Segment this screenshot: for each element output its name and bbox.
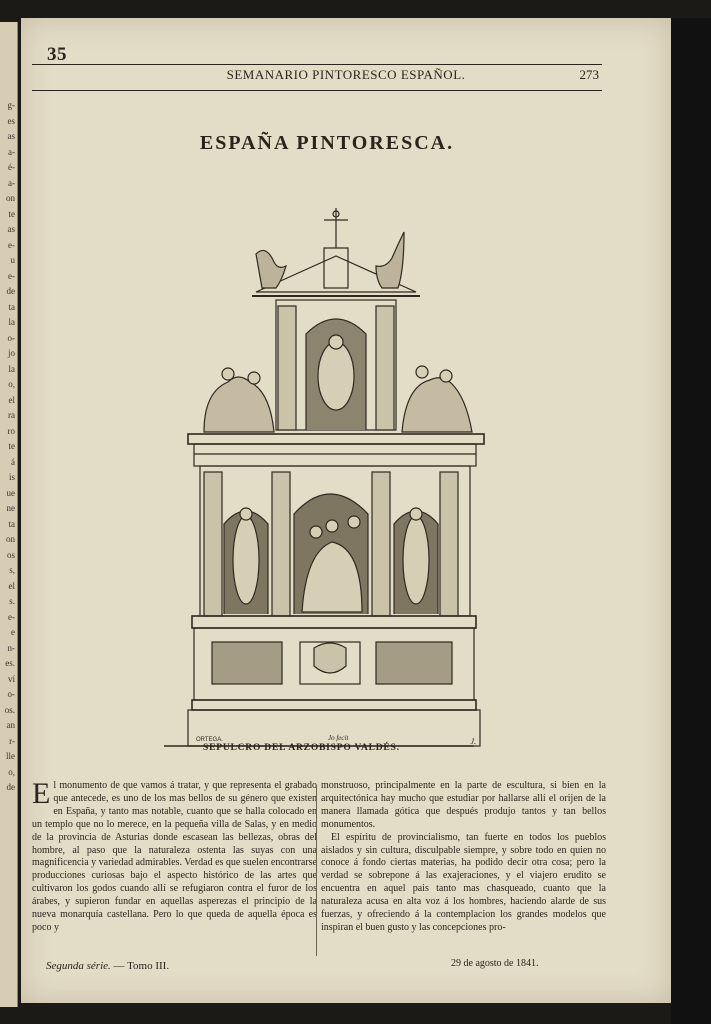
- engraver-signature: ORTEGA.: [196, 737, 223, 743]
- column-divider: [316, 786, 317, 956]
- previous-page-fragment: te: [8, 208, 15, 219]
- page: [21, 18, 671, 1003]
- previous-page-fragment: á: [11, 456, 15, 467]
- sepulchre-engraving: [164, 196, 474, 748]
- page-number: 273: [579, 67, 599, 82]
- previous-page-fragment: os.: [4, 704, 15, 715]
- previous-page-fragment: la: [8, 363, 15, 374]
- article-column-left: [32, 777, 317, 935]
- previous-page-fragment: ví: [7, 673, 15, 684]
- book-shadow: [671, 18, 711, 1024]
- engraver-mark-center: Jo fecit: [328, 734, 349, 742]
- previous-page-fragment: g-: [7, 100, 15, 110]
- previous-page-fragment: on: [6, 534, 15, 544]
- previous-page-fragment: de: [6, 286, 15, 296]
- previous-page-edge: [0, 22, 18, 1007]
- footer-series: [46, 960, 169, 972]
- previous-page-fragment: an: [6, 720, 15, 730]
- previous-page-fragment: on: [6, 193, 15, 203]
- previous-page-fragment: el: [8, 580, 15, 591]
- header-rule-bottom: [32, 90, 602, 91]
- previous-page-fragment: el: [8, 394, 15, 405]
- article-right-p2: El espíritu de provincialismo, tan fuerte en todos los pueblos aislados y sin cultura, disculpable siempre, y sobre todo en quien no conoce á fondo ciertas materias, ha podido decir otra cosa; pero la verdad se sobrepone á las exajeraciones, y el viajero erudito se encuentra en aquel pais tanto mas chasqueado, cuanto que la naturaleza acusa en alta voz á los hombres, haciendo alarde de sus fuerzas, y ofreciendo á la contemplacion los grandes modelos que inspiran el buen gusto y las concepciones pro-: [321, 831, 606, 933]
- previous-page-fragment: ra: [8, 410, 15, 420]
- previous-page-fragment: e-: [8, 611, 15, 622]
- previous-page-fragment: o,: [8, 766, 15, 777]
- previous-page-fragment: as: [7, 224, 15, 234]
- article-column-right: [321, 780, 606, 935]
- section-title: ESPAÑA PINTORESCA.: [199, 132, 455, 154]
- engraver-mark-right: J.: [470, 737, 476, 746]
- previous-page-fragment: n-: [7, 642, 15, 653]
- previous-page-fragment: o-: [7, 689, 15, 699]
- previous-page-fragment: ne: [6, 503, 15, 513]
- header-rule-top: [32, 64, 602, 65]
- illustration-caption: SEPULCRO DEL ARZOBISPO VALDÉS.: [203, 743, 400, 753]
- previous-page-fragment: e-: [8, 239, 15, 250]
- volume-label: — Tomo III.: [113, 960, 170, 972]
- previous-page-fragment: lle: [6, 751, 15, 761]
- previous-page-fragment: te: [8, 441, 15, 451]
- previous-page-fragment: a-: [8, 177, 15, 188]
- previous-page-fragment: r-: [9, 735, 15, 746]
- previous-page-fragment: ta: [8, 301, 15, 312]
- previous-page-fragment: is: [8, 472, 15, 482]
- previous-page-fragment: la: [8, 317, 15, 327]
- previous-page-fragment: ue: [6, 487, 15, 498]
- previous-page-fragment: s,: [9, 565, 15, 575]
- previous-page-fragment: o-: [7, 332, 15, 343]
- previous-page-fragment: ro: [7, 425, 15, 436]
- previous-page-fragment: es: [7, 115, 15, 126]
- journal-title: SEMANARIO PINTORESCO ESPAÑOL.: [226, 67, 466, 82]
- previous-page-fragment: as: [7, 131, 15, 141]
- previous-page-fragment: es.: [5, 658, 15, 668]
- previous-page-fragment: e: [11, 627, 15, 637]
- previous-page-fragment: o,: [8, 379, 15, 389]
- article-right-p1: monstruoso, principalmente en la parte de escultura, si bien en la arquitectónica hay mucho que estudiar por hallarse allí el orijen de la manera llamada gótica que después produjo tantos y tan bellos monumentos.: [321, 780, 606, 830]
- previous-page-fragment: e-: [8, 270, 15, 281]
- previous-page-fragment: é-: [8, 162, 15, 172]
- previous-page-fragment: os: [6, 549, 15, 560]
- article-left-text: l monumento de que vamos á tratar, y que representa el grabado que antecede, es uno de los mas bellos de su género que existen en España, y tanto mas notable, cuanto que se halla colocado en un templo que no lo merece, en la pequeña villa de Salas, y en medio de la provincia de Asturias donde escasean las bellezas, obras del hombre, al paso que la naturaleza ostenta las suyas con una magnificencia y variedad admirables. Verdad es que suelen encontrarse producciones curiosas bajo el aspecto histórico de las artes que cultivaron los godos cuando allí se refugiaron contra el furor de los árabes, y supieron fundar en aquellas asperezas el principio de la nueva monarquía castellana. Pero lo que queda de aquella época es poco y: [32, 780, 317, 933]
- previous-page-fragment: jo: [7, 348, 15, 358]
- previous-page-fragment: de: [6, 782, 15, 792]
- previous-page-fragment: a-: [8, 146, 15, 157]
- footer-date: 29 de agosto de 1841.: [451, 958, 539, 969]
- issue-number: 35: [47, 44, 67, 65]
- drop-cap: E: [32, 777, 51, 810]
- series-label: Segunda série.: [46, 960, 111, 972]
- previous-page-fragment: s.: [9, 596, 15, 606]
- previous-page-fragment: u: [10, 255, 15, 265]
- previous-page-fragment: ta: [8, 518, 15, 529]
